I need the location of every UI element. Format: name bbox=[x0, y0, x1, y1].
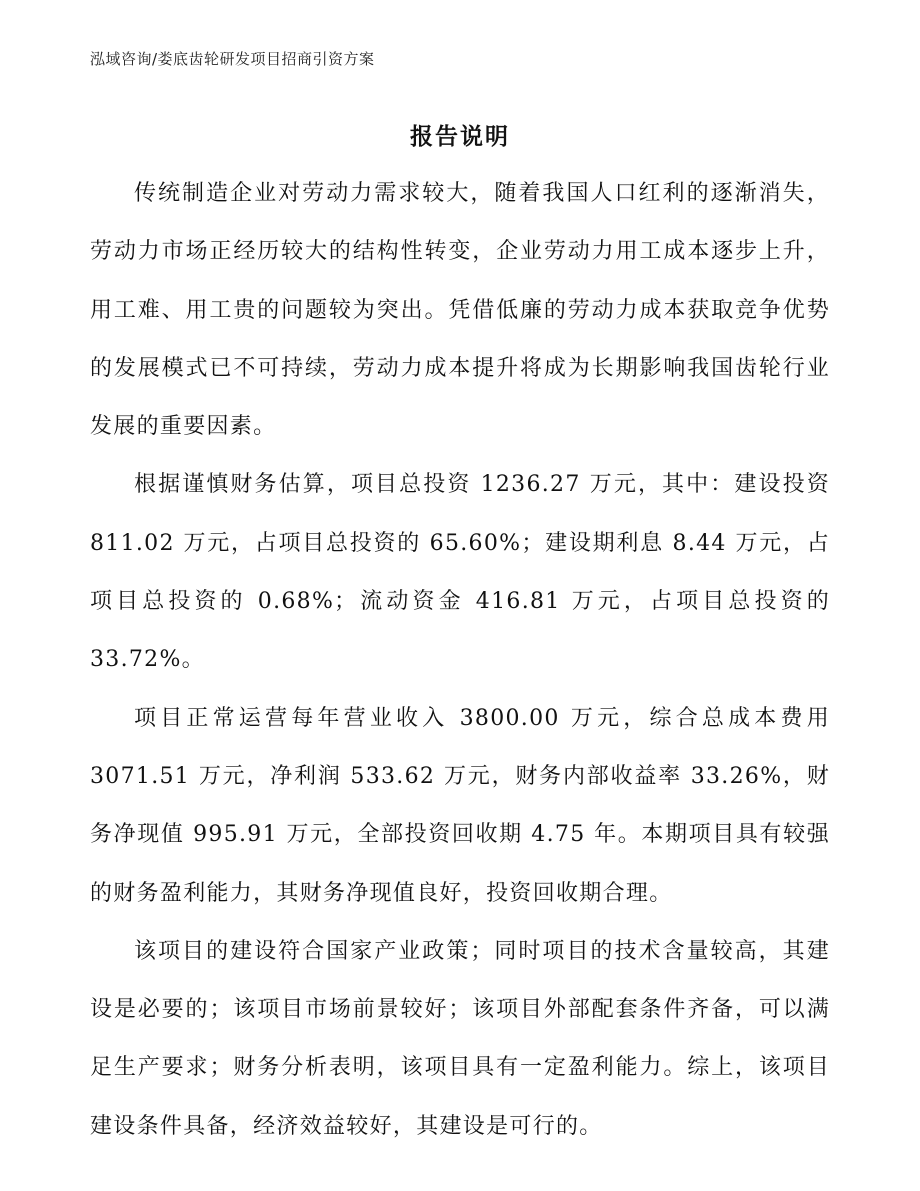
running-header: 泓域咨询/娄底齿轮研发项目招商引资方案 bbox=[90, 50, 375, 68]
paragraph-revenue: 项目正常运营每年营业收入 3800.00 万元，综合总成本费用 3071.51 万元，净利润 533.62 万元，财务内部收益率 33.26%，财务净现值 995.91 万元，全部投资回收期 4.75 年。本期项目具有较强的财务盈利能力，其财务净现值良好，投资回收期合理。 bbox=[90, 705, 830, 906]
paragraph-investment: 根据谨慎财务估算，项目总投资 1236.27 万元，其中：建设投资 811.02 万元，占项目总投资的 65.60%；建设期利息 8.44 万元，占项目总投资的 0.68%；流动资金 416.81 万元，占项目总投资的 33.72%。 bbox=[90, 472, 830, 673]
report-body bbox=[90, 165, 830, 1156]
page-title: 报告说明 bbox=[410, 124, 510, 150]
paragraph-labor-cost: 传统制造企业对劳动力需求较大，随着我国人口红利的逐渐消失，劳动力市场正经历较大的结构性转变，企业劳动力用工成本逐步上升，用工难、用工贵的问题较为突出。凭借低廉的劳动力成本获取竞争优势的发展模式已不可持续，劳动力成本提升将成为长期影响我国齿轮行业发展的重要因素。 bbox=[90, 181, 830, 440]
paragraph-conclusion: 该项目的建设符合国家产业政策；同时项目的技术含量较高，其建设是必要的；该项目市场前景较好；该项目外部配套条件齐备，可以满足生产要求；财务分析表明，该项目具有一定盈利能力。综上，该项目建设条件具备，经济效益较好，其建设是可行的。 bbox=[90, 938, 830, 1139]
